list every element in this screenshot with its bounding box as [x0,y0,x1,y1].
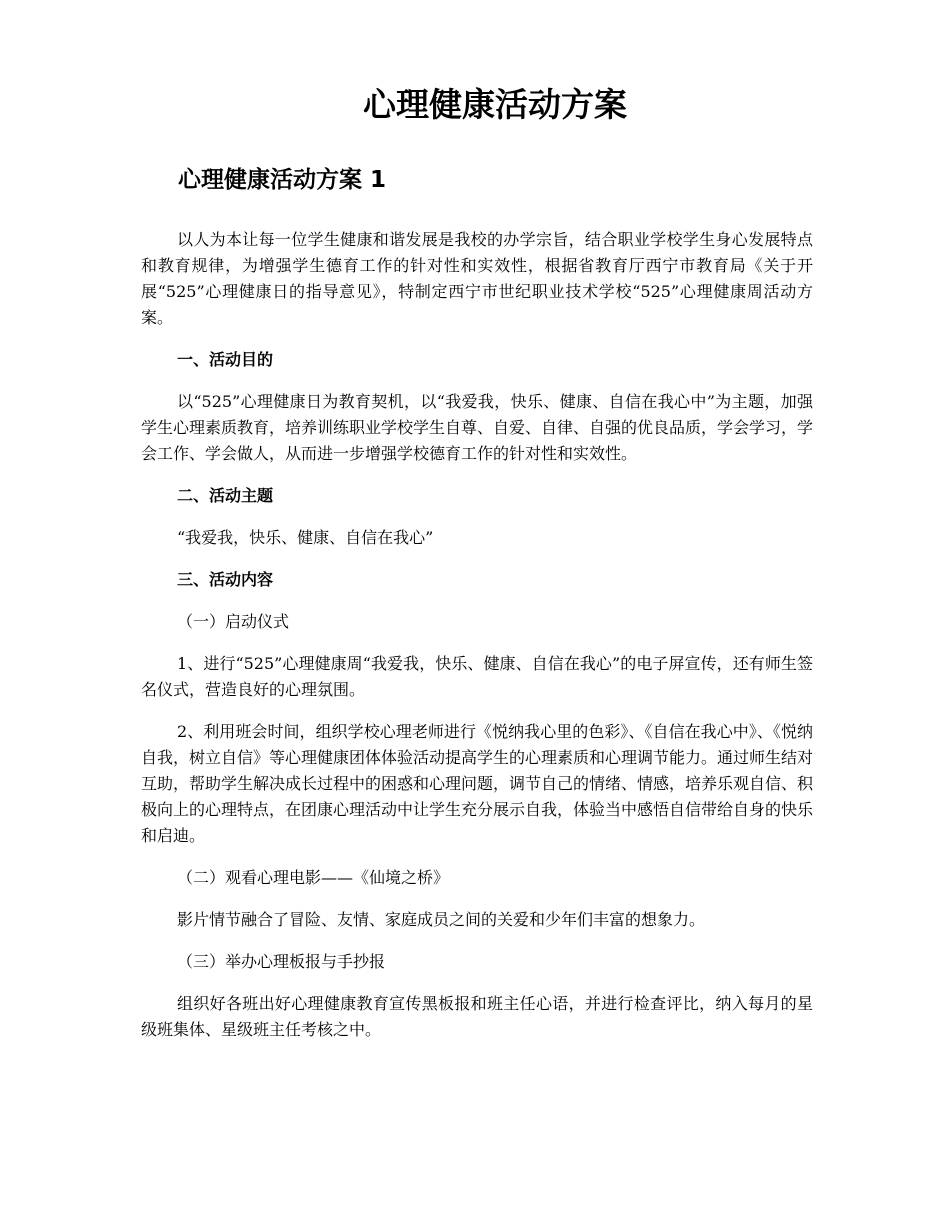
launch-item-2: 2、利用班会时间，组织学校心理老师进行《悦纳我心里的色彩》、《自信在我心中》、《悦纳自我，树立自信》等心理健康团体体验活动提高学生的心理素质和心理调节能力。通过师生结对互助，帮助学生解决成长过程中的困惑和心理问题，调节自己的情绪、情感，培养乐观自信、积极向上的心理特点，在团康心理活动中让学生充分展示自我，体验当中感悟自信带给自身的快乐和启迪。 [141,722,814,845]
subheading-launch-ceremony: （一）启动仪式 [177,612,290,631]
launch-item-1: 1、进行“525”心理健康周“我爱我，快乐、健康、自信在我心”的电子屏宣传，还有师生签名仪式，营造良好的心理氛围。 [141,654,813,699]
heading-activity-content: 三、活动内容 [177,570,274,589]
purpose-paragraph: 以“525”心理健康日为教育契机，以“我爱我，快乐、健康、自信在我心中”为主题，加强学生心理素质教育，培养训练职业学校学生自尊、自爱、自律、自强的优良品质，学会学习，学会工作、学会做人，从而进一步增强学校德育工作的针对性和实效性。 [141,392,814,463]
section-title: 心理健康活动方案 1 [178,167,387,193]
document-title: 心理健康活动方案 [363,85,627,124]
movie-paragraph: 影片情节融合了冒险、友情、家庭成员之间的关爱和少年们丰富的想象力。 [177,910,706,929]
blackboard-paragraph: 组织好各班出好心理健康教育宣传黑板报和班主任心语，并进行检查评比，纳入每月的星级班集体、星级班主任考核之中。 [141,994,813,1039]
heading-activity-purpose: 一、活动目的 [177,350,274,369]
subheading-blackboard-newspaper: （三）举办心理板报与手抄报 [177,952,386,971]
subheading-movie: （二）观看心理电影——《仙境之桥》 [177,868,450,887]
document-body [141,227,813,1059]
heading-activity-theme: 二、活动主题 [177,486,274,505]
theme-paragraph: “我爱我，快乐、健康、自信在我心” [177,528,434,547]
intro-paragraph: 以人为本让每一位学生健康和谐发展是我校的办学宗旨，结合职业学校学生身心发展特点和教育规律，为增强学生德育工作的针对性和实效性，根据省教育厅西宁市教育局《关于开展“525”心理健康日的指导意见》，特制定西宁市世纪职业技术学校“525”心理健康周活动方案。 [141,230,813,327]
